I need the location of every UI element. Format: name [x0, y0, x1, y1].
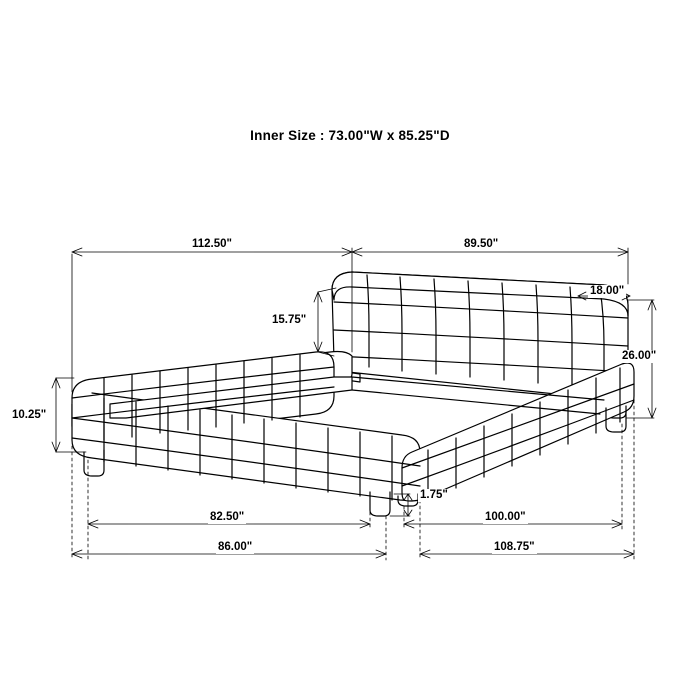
page-title: Inner Size : 73.00"W x 85.25"D: [250, 128, 450, 143]
dimension-label-bottom-outer-left: 86.00": [218, 541, 253, 553]
dimension-label-bottom-outer-right: 108.75": [494, 541, 535, 553]
dimension-label-leg-height: 1.75": [420, 489, 448, 501]
dimension-label-bottom-inner-right: 100.00": [485, 511, 526, 523]
dimension-label-headboard-thickness: 18.00": [590, 285, 625, 297]
dimension-label-rail-height: 10.25": [12, 409, 47, 421]
dimension-label-top-right: 89.50": [464, 238, 499, 250]
dimension-label-overall-height: 26.00": [622, 350, 657, 362]
dimension-label-bottom-inner-left: 82.50": [210, 511, 245, 523]
dimension-label-top-left: 112.50": [192, 238, 232, 250]
dimension-label-headboard-height: 15.75": [272, 314, 307, 326]
